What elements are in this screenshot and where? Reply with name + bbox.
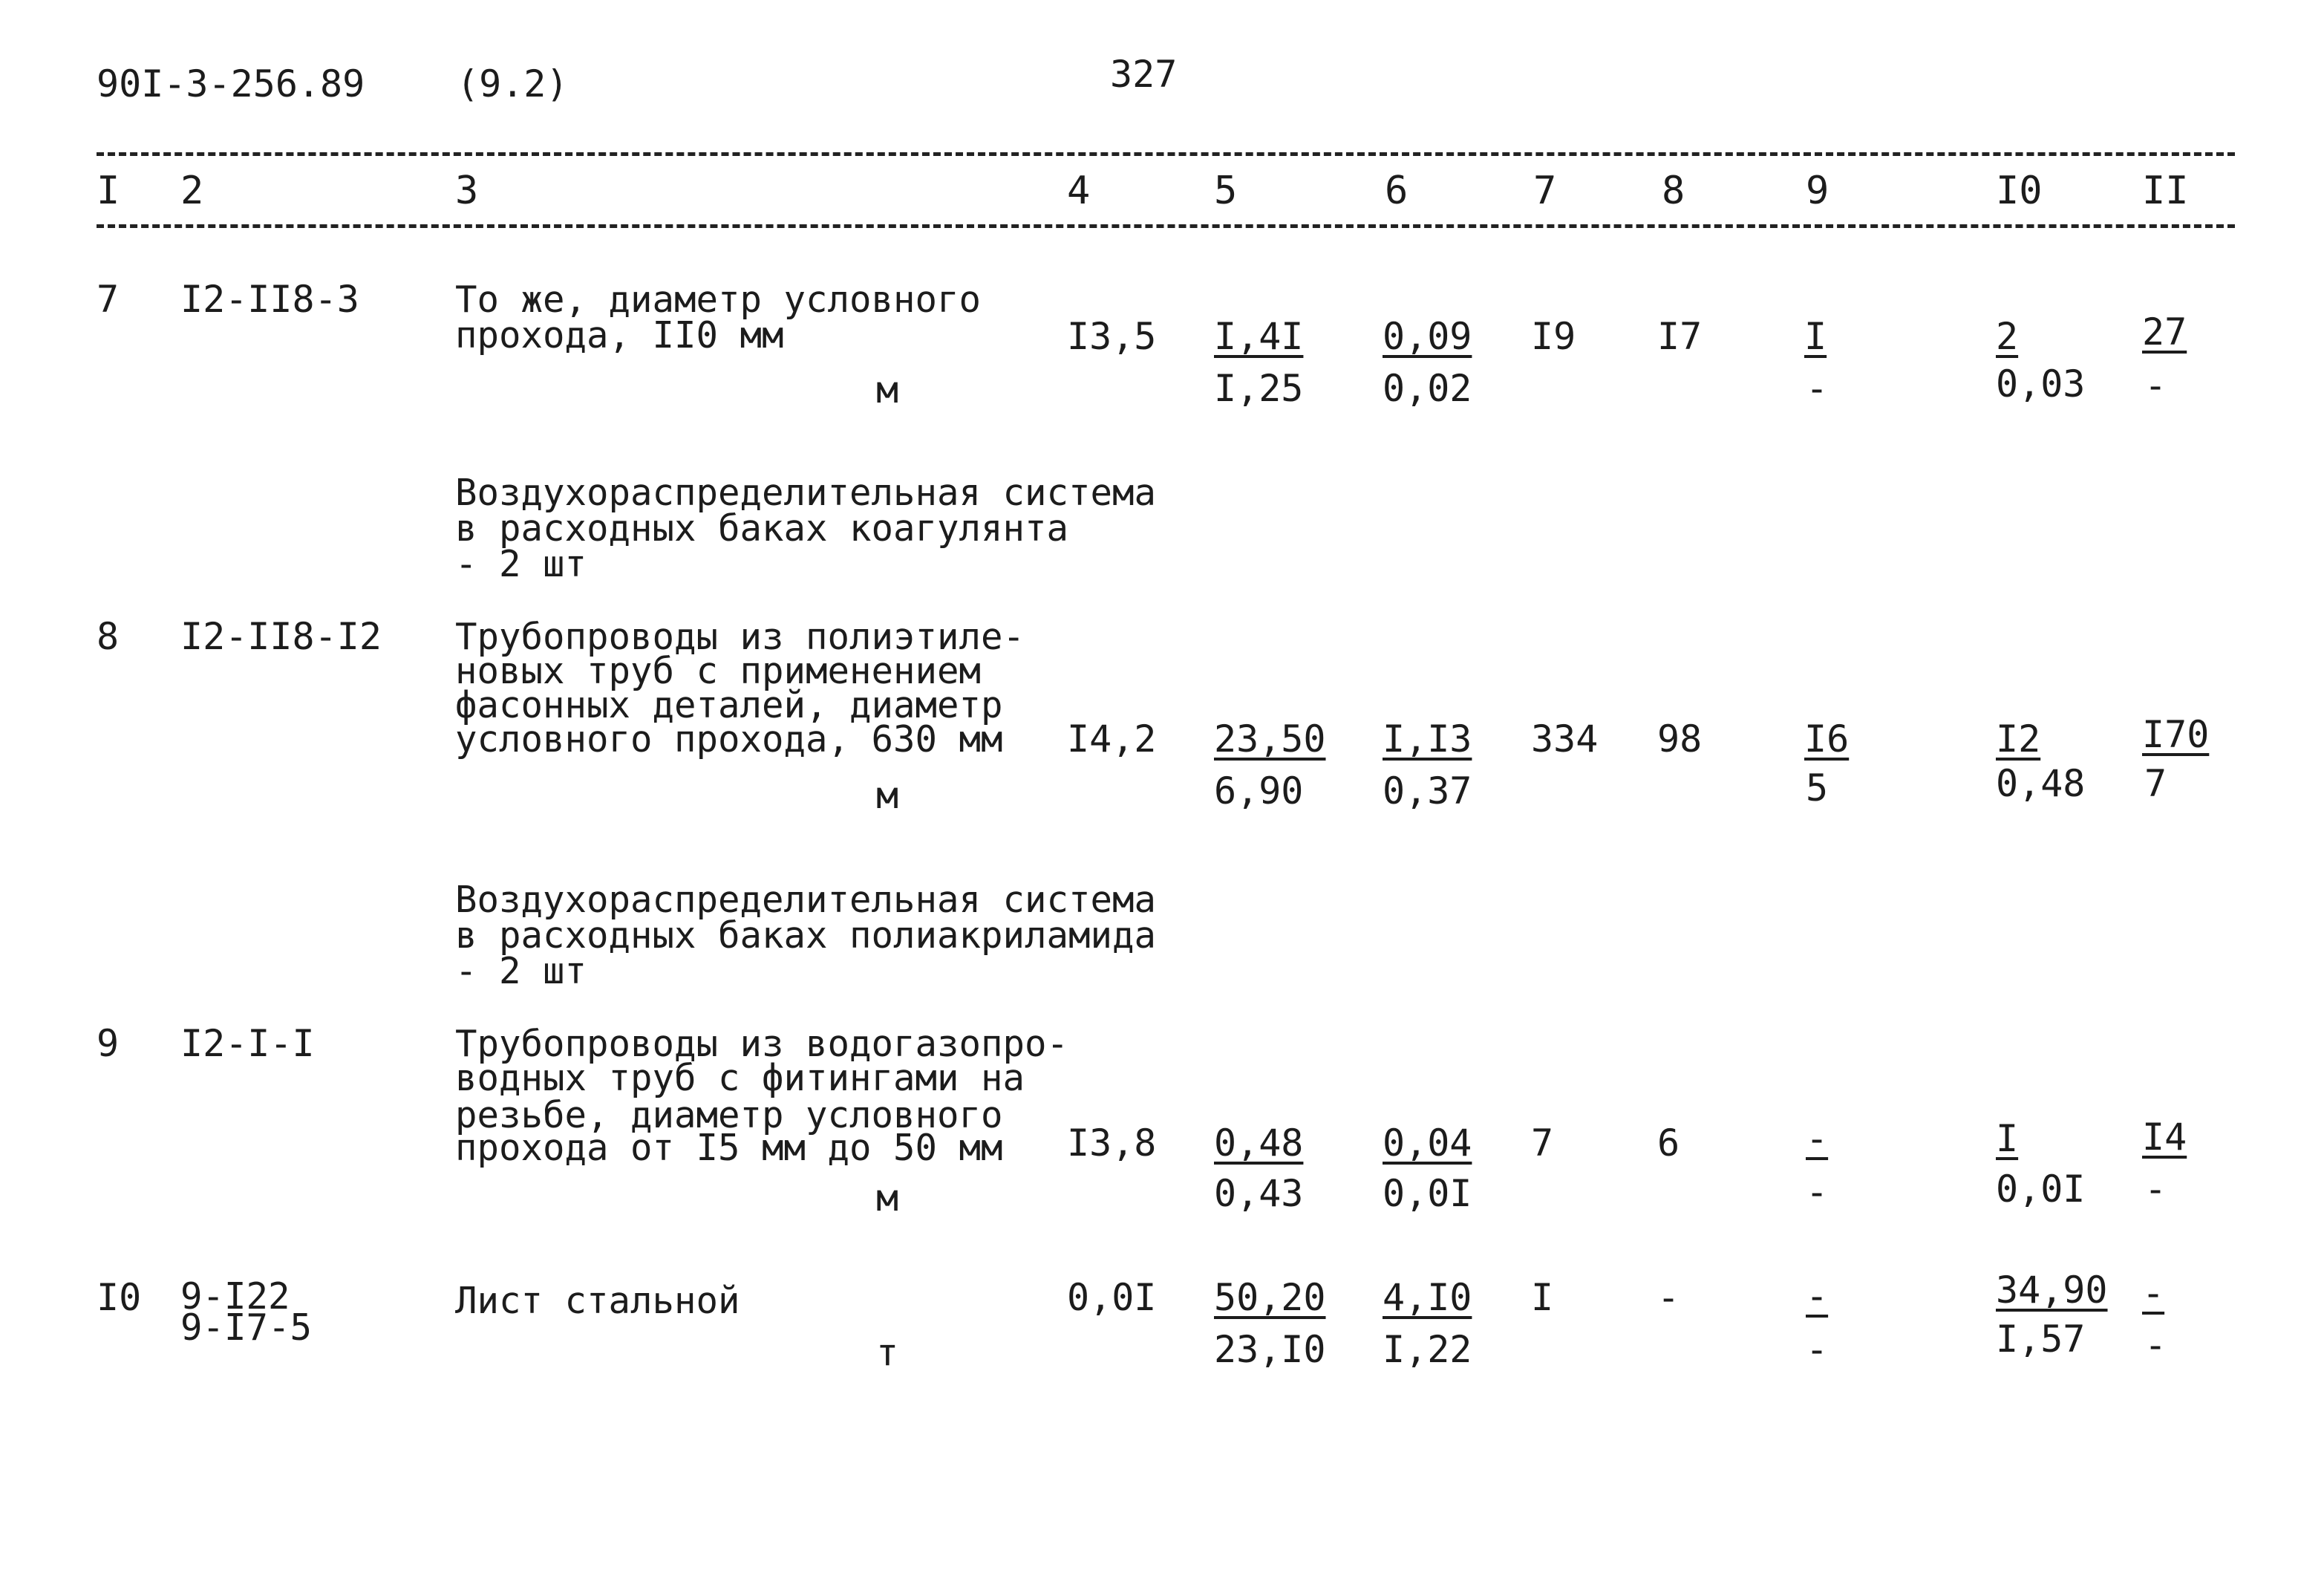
cell-col5-top: 50,20 — [1214, 1276, 1326, 1319]
header-bottom-divider — [97, 224, 2235, 228]
row-description: Лист стальной — [455, 1280, 740, 1322]
cell-col10-bottom: 0,03 — [1996, 362, 2086, 406]
cell-col6-top: 0,04 — [1383, 1121, 1472, 1165]
column-header-6: 6 — [1385, 169, 1409, 213]
cell-col11-top: I4 — [2142, 1116, 2187, 1159]
cell-col11-bottom: - — [2144, 364, 2167, 407]
cell-col6-bottom: 0,02 — [1383, 367, 1472, 410]
column-header-10: I0 — [1996, 169, 2043, 213]
row-code: I2-I-I — [180, 1022, 315, 1065]
cell-col6-bottom: I,22 — [1383, 1328, 1472, 1371]
cell-col9-bottom: 5 — [1806, 766, 1829, 810]
column-header-3: 3 — [455, 169, 479, 213]
row-number: 8 — [97, 615, 120, 658]
cell-col10-bottom: 0,0I — [1996, 1168, 2086, 1211]
row-unit: м — [876, 1176, 899, 1220]
section-heading-line: - 2 шт — [455, 543, 587, 585]
cell-col6-top: 4,I0 — [1383, 1276, 1472, 1319]
header-top-divider — [97, 152, 2235, 156]
cell-col9-bottom: - — [1806, 367, 1829, 410]
cell-col6-bottom: 0,0I — [1383, 1172, 1472, 1215]
row-code: I2-II8-I2 — [180, 615, 382, 658]
section-heading-line: в расходных баках коагулянта — [455, 507, 1069, 550]
cell-col10-top: 2 — [1996, 315, 2019, 358]
row-number: 7 — [97, 278, 120, 321]
cell-col9-top: I — [1804, 315, 1827, 358]
cell-col7: 7 — [1531, 1121, 1554, 1165]
row-description: водных труб с фитингами на — [455, 1057, 1025, 1099]
cell-col8: 6 — [1657, 1121, 1680, 1165]
cell-col6-top: 0,09 — [1383, 315, 1472, 358]
row-description: прохода от I5 мм до 50 мм — [455, 1127, 1003, 1169]
cell-col9-bottom: - — [1806, 1328, 1829, 1371]
cell-col10-top: I2 — [1996, 717, 2041, 761]
row-description: Трубопроводы из водогазопро- — [455, 1023, 1069, 1065]
column-header-1: I — [97, 169, 120, 213]
cell-col5-top: 0,48 — [1214, 1121, 1304, 1165]
row-description: прохода, II0 мм — [455, 314, 784, 357]
cell-col11-bottom: 7 — [2144, 762, 2167, 805]
row-unit: т — [876, 1331, 899, 1374]
cell-col4: I3,8 — [1067, 1121, 1157, 1165]
cell-col9-bottom: - — [1806, 1171, 1829, 1214]
cell-col5-top: I,4I — [1214, 315, 1304, 358]
cell-col7: 334 — [1531, 717, 1599, 761]
cell-col11-bottom: - — [2144, 1324, 2167, 1367]
cell-col8: I7 — [1657, 315, 1703, 358]
row-description: условного прохода, 630 мм — [455, 718, 1003, 761]
column-header-2: 2 — [180, 169, 204, 213]
cell-col4: 0,0I — [1067, 1276, 1157, 1319]
column-header-8: 8 — [1662, 169, 1685, 213]
row-unit: м — [876, 368, 899, 411]
cell-col10-bottom: I,57 — [1996, 1318, 2086, 1361]
section-heading-line: в расходных баках полиакриламида — [455, 914, 1157, 957]
cell-col4: I4,2 — [1067, 717, 1157, 761]
section-heading-line: Воздухораспределительная система — [455, 472, 1157, 514]
cell-col5-top: 23,50 — [1214, 717, 1326, 761]
cell-col6-bottom: 0,37 — [1383, 769, 1472, 813]
cell-col6-top: I,I3 — [1383, 717, 1472, 761]
cell-col9-top: - — [1806, 1117, 1829, 1160]
cell-col11-bottom: - — [2144, 1168, 2167, 1211]
row-code: 9-I22 — [180, 1275, 290, 1318]
column-header-5: 5 — [1214, 169, 1238, 213]
cell-col7: I9 — [1531, 315, 1576, 358]
column-header-9: 9 — [1806, 169, 1830, 213]
cell-col10-top: 34,90 — [1996, 1269, 2108, 1312]
row-code: I2-II8-3 — [180, 278, 359, 321]
row-description: Трубопроводы из полиэтиле- — [455, 616, 1025, 658]
cell-col10-top: I — [1996, 1117, 2019, 1160]
column-header-11: II — [2142, 169, 2189, 213]
cell-col4: I3,5 — [1067, 315, 1157, 358]
cell-col11-top: - — [2142, 1272, 2165, 1315]
cell-col11-top: I70 — [2142, 713, 2210, 756]
cell-col10-bottom: 0,48 — [1996, 762, 2086, 805]
cell-col8: - — [1657, 1276, 1680, 1319]
section-number: (9.2) — [457, 62, 569, 105]
row-description: фасонных деталей, диаметр — [455, 684, 1003, 726]
row-code: 9-I7-5 — [180, 1306, 313, 1349]
cell-col5-bottom: 23,I0 — [1214, 1328, 1326, 1371]
cell-col8: 98 — [1657, 717, 1703, 761]
row-description: То же, диаметр условного — [455, 279, 982, 321]
cell-col7: I — [1531, 1276, 1554, 1319]
row-number: I0 — [97, 1276, 142, 1319]
document-code: 90I-3-256.89 — [97, 62, 365, 105]
cell-col5-bottom: I,25 — [1214, 367, 1304, 410]
row-description: резьбе, диаметр условного — [455, 1094, 1003, 1136]
column-header-7: 7 — [1533, 169, 1557, 213]
section-heading-line: - 2 шт — [455, 950, 587, 992]
cell-col11-top: 27 — [2142, 310, 2187, 354]
cell-col9-top: I6 — [1804, 717, 1850, 761]
column-header-4: 4 — [1067, 169, 1091, 213]
row-description: новых труб с применением — [455, 650, 982, 692]
cell-col9-top: - — [1806, 1274, 1829, 1318]
page-number: 327 — [1110, 53, 1178, 96]
row-number: 9 — [97, 1022, 120, 1065]
row-unit: м — [876, 774, 899, 817]
section-heading-line: Воздухораспределительная система — [455, 879, 1157, 921]
cell-col5-bottom: 0,43 — [1214, 1172, 1304, 1215]
cell-col5-bottom: 6,90 — [1214, 769, 1304, 813]
